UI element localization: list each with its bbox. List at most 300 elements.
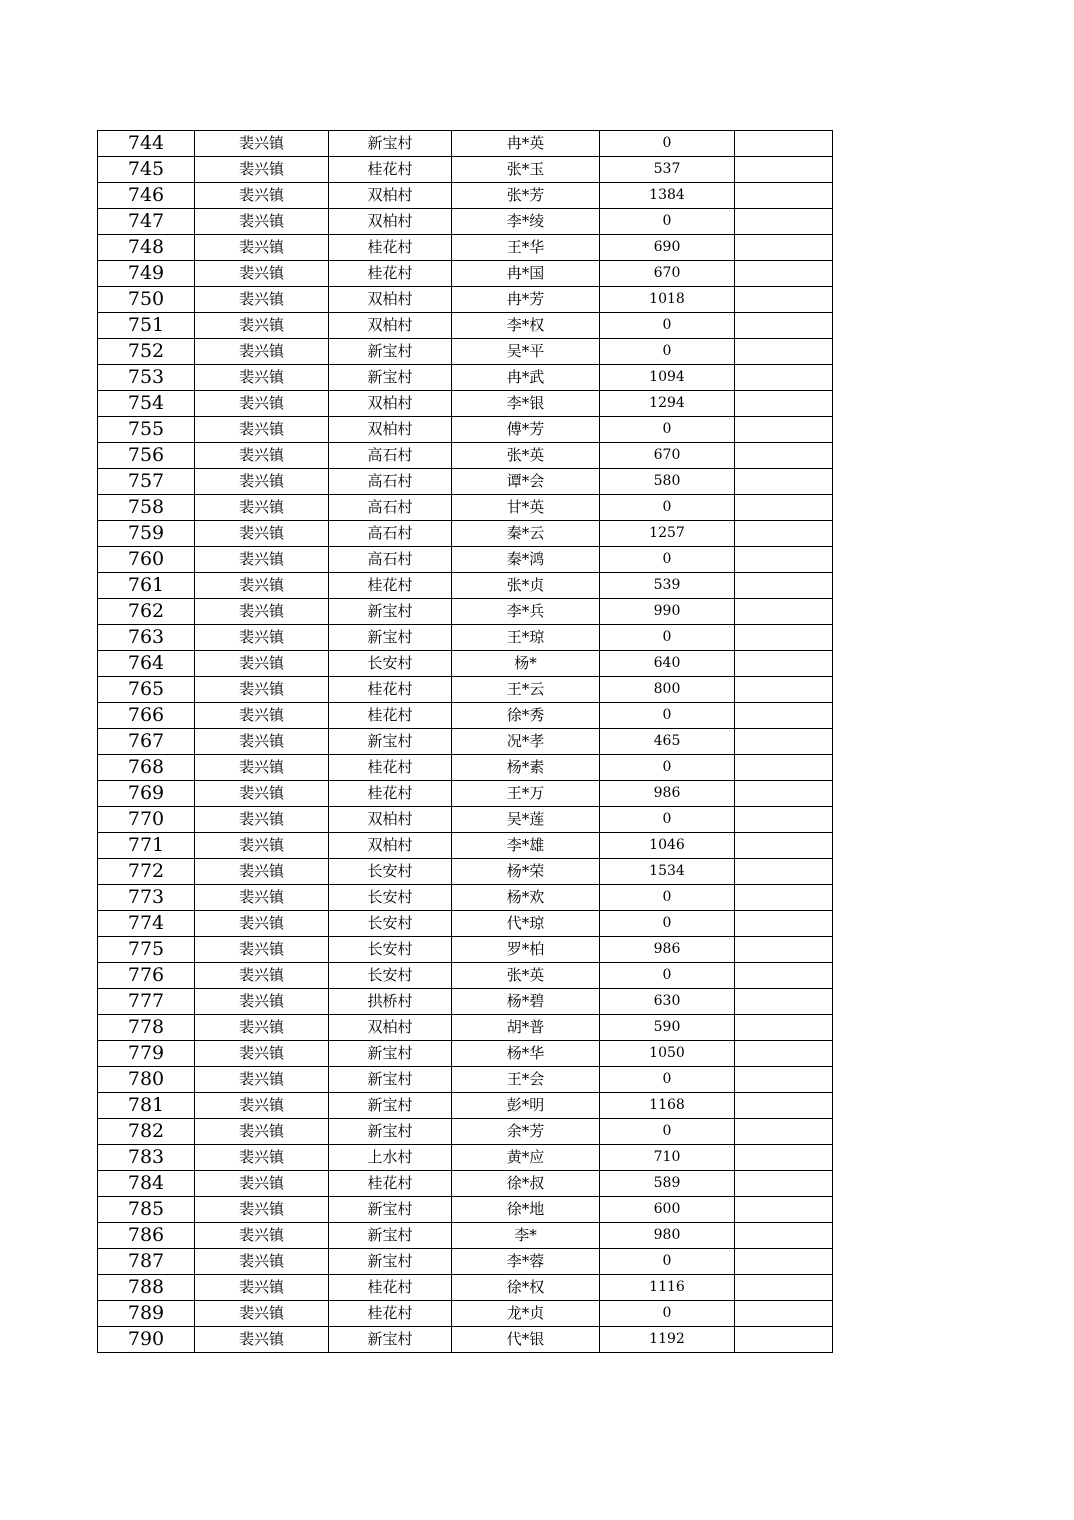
- village-cell: 双柏村: [329, 391, 452, 417]
- note-cell: [735, 365, 833, 391]
- village-cell: 新宝村: [329, 365, 452, 391]
- row-number-cell: 771: [98, 833, 195, 859]
- note-cell: [735, 911, 833, 937]
- note-cell: [735, 573, 833, 599]
- amount-cell: 0: [600, 313, 735, 339]
- table-row: [98, 755, 833, 781]
- village-cell: 拱桥村: [329, 989, 452, 1015]
- note-cell: [735, 443, 833, 469]
- person-name-cell: 张*英: [452, 443, 600, 469]
- village-cell: 新宝村: [329, 131, 452, 157]
- town-cell: 裴兴镇: [195, 1015, 329, 1041]
- row-number-cell: 757: [98, 469, 195, 495]
- row-number-cell: 769: [98, 781, 195, 807]
- town-cell: 裴兴镇: [195, 313, 329, 339]
- person-name-cell: 李*银: [452, 391, 600, 417]
- person-name-cell: 彭*明: [452, 1093, 600, 1119]
- person-name-cell: 代*银: [452, 1327, 600, 1353]
- amount-cell: 0: [600, 807, 735, 833]
- amount-cell: 640: [600, 651, 735, 677]
- table-row: [98, 885, 833, 911]
- town-cell: 裴兴镇: [195, 1301, 329, 1327]
- town-cell: 裴兴镇: [195, 677, 329, 703]
- person-name-cell: 徐*叔: [452, 1171, 600, 1197]
- person-name-cell: 杨*素: [452, 755, 600, 781]
- note-cell: [735, 287, 833, 313]
- note-cell: [735, 989, 833, 1015]
- table-row: [98, 1223, 833, 1249]
- person-name-cell: 王*会: [452, 1067, 600, 1093]
- row-number-cell: 778: [98, 1015, 195, 1041]
- table-row: [98, 313, 833, 339]
- town-cell: 裴兴镇: [195, 937, 329, 963]
- row-number-cell: 770: [98, 807, 195, 833]
- person-name-cell: 徐*地: [452, 1197, 600, 1223]
- amount-cell: 0: [600, 911, 735, 937]
- village-cell: 新宝村: [329, 1093, 452, 1119]
- row-number-cell: 782: [98, 1119, 195, 1145]
- table-row: [98, 469, 833, 495]
- person-name-cell: 张*贞: [452, 573, 600, 599]
- amount-cell: 0: [600, 1301, 735, 1327]
- amount-cell: 1018: [600, 287, 735, 313]
- village-cell: 高石村: [329, 521, 452, 547]
- village-cell: 新宝村: [329, 625, 452, 651]
- row-number-cell: 784: [98, 1171, 195, 1197]
- person-name-cell: 杨*荣: [452, 859, 600, 885]
- person-name-cell: 冉*武: [452, 365, 600, 391]
- note-cell: [735, 495, 833, 521]
- village-cell: 新宝村: [329, 1119, 452, 1145]
- amount-cell: 465: [600, 729, 735, 755]
- table-row: [98, 911, 833, 937]
- amount-cell: 0: [600, 963, 735, 989]
- table-row: [98, 651, 833, 677]
- amount-cell: 539: [600, 573, 735, 599]
- person-name-cell: 李*雄: [452, 833, 600, 859]
- amount-cell: 630: [600, 989, 735, 1015]
- row-number-cell: 755: [98, 417, 195, 443]
- table-row: [98, 1301, 833, 1327]
- note-cell: [735, 339, 833, 365]
- table-row: [98, 417, 833, 443]
- person-name-cell: 余*芳: [452, 1119, 600, 1145]
- row-number-cell: 776: [98, 963, 195, 989]
- town-cell: 裴兴镇: [195, 261, 329, 287]
- person-name-cell: 罗*柏: [452, 937, 600, 963]
- row-number-cell: 744: [98, 131, 195, 157]
- village-cell: 新宝村: [329, 1041, 452, 1067]
- row-number-cell: 762: [98, 599, 195, 625]
- village-cell: 新宝村: [329, 1067, 452, 1093]
- person-name-cell: 徐*权: [452, 1275, 600, 1301]
- village-cell: 新宝村: [329, 1197, 452, 1223]
- amount-cell: 0: [600, 1067, 735, 1093]
- town-cell: 裴兴镇: [195, 1197, 329, 1223]
- row-number-cell: 781: [98, 1093, 195, 1119]
- note-cell: [735, 729, 833, 755]
- village-cell: 双柏村: [329, 417, 452, 443]
- note-cell: [735, 677, 833, 703]
- amount-cell: 0: [600, 209, 735, 235]
- village-cell: 新宝村: [329, 729, 452, 755]
- amount-cell: 589: [600, 1171, 735, 1197]
- row-number-cell: 748: [98, 235, 195, 261]
- note-cell: [735, 1327, 833, 1353]
- table-row: [98, 573, 833, 599]
- table-row: [98, 287, 833, 313]
- village-cell: 长安村: [329, 859, 452, 885]
- amount-cell: 800: [600, 677, 735, 703]
- village-cell: 双柏村: [329, 313, 452, 339]
- note-cell: [735, 1249, 833, 1275]
- town-cell: 裴兴镇: [195, 183, 329, 209]
- village-cell: 长安村: [329, 651, 452, 677]
- amount-cell: 590: [600, 1015, 735, 1041]
- amount-cell: 1094: [600, 365, 735, 391]
- note-cell: [735, 755, 833, 781]
- village-cell: 新宝村: [329, 339, 452, 365]
- row-number-cell: 760: [98, 547, 195, 573]
- amount-cell: 1534: [600, 859, 735, 885]
- table-row: [98, 339, 833, 365]
- note-cell: [735, 1197, 833, 1223]
- town-cell: 裴兴镇: [195, 833, 329, 859]
- table-row: [98, 1119, 833, 1145]
- person-name-cell: 李*兵: [452, 599, 600, 625]
- row-number-cell: 779: [98, 1041, 195, 1067]
- table-row: [98, 1275, 833, 1301]
- village-cell: 双柏村: [329, 209, 452, 235]
- table-row: [98, 365, 833, 391]
- person-name-cell: 龙*贞: [452, 1301, 600, 1327]
- person-name-cell: 李*权: [452, 313, 600, 339]
- village-cell: 新宝村: [329, 1327, 452, 1353]
- table-row: [98, 807, 833, 833]
- person-name-cell: 冉*英: [452, 131, 600, 157]
- town-cell: 裴兴镇: [195, 1249, 329, 1275]
- amount-cell: 1116: [600, 1275, 735, 1301]
- person-name-cell: 李*: [452, 1223, 600, 1249]
- town-cell: 裴兴镇: [195, 1067, 329, 1093]
- village-cell: 桂花村: [329, 1275, 452, 1301]
- amount-cell: 1050: [600, 1041, 735, 1067]
- row-number-cell: 787: [98, 1249, 195, 1275]
- table-row: [98, 1041, 833, 1067]
- table-row: [98, 1145, 833, 1171]
- note-cell: [735, 859, 833, 885]
- village-cell: 桂花村: [329, 781, 452, 807]
- town-cell: 裴兴镇: [195, 209, 329, 235]
- note-cell: [735, 469, 833, 495]
- table-row: [98, 703, 833, 729]
- village-cell: 桂花村: [329, 703, 452, 729]
- village-cell: 高石村: [329, 469, 452, 495]
- village-cell: 高石村: [329, 495, 452, 521]
- table-row: [98, 261, 833, 287]
- note-cell: [735, 885, 833, 911]
- table-row: [98, 1327, 833, 1353]
- amount-cell: 0: [600, 131, 735, 157]
- row-number-cell: 752: [98, 339, 195, 365]
- row-number-cell: 745: [98, 157, 195, 183]
- town-cell: 裴兴镇: [195, 755, 329, 781]
- town-cell: 裴兴镇: [195, 781, 329, 807]
- table-row: [98, 235, 833, 261]
- person-name-cell: 李*绫: [452, 209, 600, 235]
- row-number-cell: 759: [98, 521, 195, 547]
- person-name-cell: 甘*英: [452, 495, 600, 521]
- row-number-cell: 777: [98, 989, 195, 1015]
- village-cell: 桂花村: [329, 1301, 452, 1327]
- town-cell: 裴兴镇: [195, 391, 329, 417]
- village-cell: 桂花村: [329, 677, 452, 703]
- note-cell: [735, 1145, 833, 1171]
- table-row: [98, 963, 833, 989]
- amount-cell: 0: [600, 547, 735, 573]
- note-cell: [735, 417, 833, 443]
- note-cell: [735, 313, 833, 339]
- village-cell: 桂花村: [329, 755, 452, 781]
- row-number-cell: 751: [98, 313, 195, 339]
- person-name-cell: 谭*会: [452, 469, 600, 495]
- note-cell: [735, 261, 833, 287]
- row-number-cell: 746: [98, 183, 195, 209]
- note-cell: [735, 963, 833, 989]
- person-name-cell: 张*芳: [452, 183, 600, 209]
- amount-cell: 980: [600, 1223, 735, 1249]
- note-cell: [735, 1093, 833, 1119]
- village-cell: 高石村: [329, 547, 452, 573]
- note-cell: [735, 235, 833, 261]
- amount-cell: 1257: [600, 521, 735, 547]
- note-cell: [735, 1119, 833, 1145]
- table-row: [98, 625, 833, 651]
- amount-cell: 670: [600, 443, 735, 469]
- town-cell: 裴兴镇: [195, 365, 329, 391]
- village-cell: 桂花村: [329, 573, 452, 599]
- village-cell: 桂花村: [329, 157, 452, 183]
- town-cell: 裴兴镇: [195, 443, 329, 469]
- note-cell: [735, 391, 833, 417]
- table-row: [98, 729, 833, 755]
- table-row: [98, 1171, 833, 1197]
- person-name-cell: 王*云: [452, 677, 600, 703]
- amount-cell: 670: [600, 261, 735, 287]
- person-name-cell: 冉*芳: [452, 287, 600, 313]
- note-cell: [735, 703, 833, 729]
- row-number-cell: 775: [98, 937, 195, 963]
- amount-cell: 0: [600, 1249, 735, 1275]
- town-cell: 裴兴镇: [195, 287, 329, 313]
- person-name-cell: 况*孝: [452, 729, 600, 755]
- town-cell: 裴兴镇: [195, 469, 329, 495]
- table-row: [98, 833, 833, 859]
- town-cell: 裴兴镇: [195, 963, 329, 989]
- row-number-cell: 772: [98, 859, 195, 885]
- amount-cell: 990: [600, 599, 735, 625]
- person-name-cell: 傅*芳: [452, 417, 600, 443]
- person-name-cell: 黄*应: [452, 1145, 600, 1171]
- row-number-cell: 783: [98, 1145, 195, 1171]
- note-cell: [735, 183, 833, 209]
- town-cell: 裴兴镇: [195, 157, 329, 183]
- town-cell: 裴兴镇: [195, 1119, 329, 1145]
- village-cell: 桂花村: [329, 1171, 452, 1197]
- note-cell: [735, 209, 833, 235]
- table-body: [98, 131, 833, 1353]
- row-number-cell: 749: [98, 261, 195, 287]
- row-number-cell: 766: [98, 703, 195, 729]
- village-cell: 长安村: [329, 937, 452, 963]
- village-cell: 新宝村: [329, 1223, 452, 1249]
- note-cell: [735, 157, 833, 183]
- table-row: [98, 547, 833, 573]
- note-cell: [735, 651, 833, 677]
- town-cell: 裴兴镇: [195, 547, 329, 573]
- town-cell: 裴兴镇: [195, 339, 329, 365]
- amount-cell: 1046: [600, 833, 735, 859]
- row-number-cell: 768: [98, 755, 195, 781]
- town-cell: 裴兴镇: [195, 1275, 329, 1301]
- table-row: [98, 1249, 833, 1275]
- row-number-cell: 773: [98, 885, 195, 911]
- person-name-cell: 吴*平: [452, 339, 600, 365]
- table-row: [98, 495, 833, 521]
- note-cell: [735, 1067, 833, 1093]
- note-cell: [735, 1171, 833, 1197]
- table-row: [98, 1015, 833, 1041]
- row-number-cell: 774: [98, 911, 195, 937]
- amount-cell: 1384: [600, 183, 735, 209]
- town-cell: 裴兴镇: [195, 989, 329, 1015]
- row-number-cell: 750: [98, 287, 195, 313]
- amount-cell: 537: [600, 157, 735, 183]
- row-number-cell: 790: [98, 1327, 195, 1353]
- amount-cell: 0: [600, 625, 735, 651]
- table-row: [98, 677, 833, 703]
- amount-cell: 1192: [600, 1327, 735, 1353]
- town-cell: 裴兴镇: [195, 495, 329, 521]
- amount-cell: 710: [600, 1145, 735, 1171]
- town-cell: 裴兴镇: [195, 1093, 329, 1119]
- row-number-cell: 758: [98, 495, 195, 521]
- table-row: [98, 781, 833, 807]
- town-cell: 裴兴镇: [195, 573, 329, 599]
- row-number-cell: 765: [98, 677, 195, 703]
- village-cell: 双柏村: [329, 807, 452, 833]
- note-cell: [735, 131, 833, 157]
- note-cell: [735, 521, 833, 547]
- amount-cell: 986: [600, 937, 735, 963]
- table-row: [98, 859, 833, 885]
- village-cell: 高石村: [329, 443, 452, 469]
- person-name-cell: 张*英: [452, 963, 600, 989]
- table-row: [98, 131, 833, 157]
- row-number-cell: 780: [98, 1067, 195, 1093]
- person-name-cell: 胡*普: [452, 1015, 600, 1041]
- table-row: [98, 183, 833, 209]
- town-cell: 裴兴镇: [195, 807, 329, 833]
- person-name-cell: 张*玉: [452, 157, 600, 183]
- person-name-cell: 王*万: [452, 781, 600, 807]
- note-cell: [735, 1301, 833, 1327]
- town-cell: 裴兴镇: [195, 625, 329, 651]
- village-cell: 长安村: [329, 963, 452, 989]
- amount-cell: 600: [600, 1197, 735, 1223]
- note-cell: [735, 1223, 833, 1249]
- row-number-cell: 764: [98, 651, 195, 677]
- person-name-cell: 秦*云: [452, 521, 600, 547]
- table-row: [98, 989, 833, 1015]
- table-row: [98, 443, 833, 469]
- town-cell: 裴兴镇: [195, 1327, 329, 1353]
- village-cell: 新宝村: [329, 1249, 452, 1275]
- person-name-cell: 杨*欢: [452, 885, 600, 911]
- town-cell: 裴兴镇: [195, 1041, 329, 1067]
- town-cell: 裴兴镇: [195, 235, 329, 261]
- town-cell: 裴兴镇: [195, 911, 329, 937]
- village-cell: 桂花村: [329, 235, 452, 261]
- note-cell: [735, 807, 833, 833]
- amount-cell: 0: [600, 885, 735, 911]
- town-cell: 裴兴镇: [195, 651, 329, 677]
- row-number-cell: 785: [98, 1197, 195, 1223]
- village-cell: 双柏村: [329, 833, 452, 859]
- town-cell: 裴兴镇: [195, 1171, 329, 1197]
- table-row: [98, 599, 833, 625]
- village-cell: 长安村: [329, 911, 452, 937]
- town-cell: 裴兴镇: [195, 131, 329, 157]
- amount-cell: 0: [600, 495, 735, 521]
- table-row: [98, 521, 833, 547]
- table-row: [98, 391, 833, 417]
- note-cell: [735, 781, 833, 807]
- person-name-cell: 王*琼: [452, 625, 600, 651]
- person-name-cell: 秦*鸿: [452, 547, 600, 573]
- data-table: [97, 130, 833, 1353]
- town-cell: 裴兴镇: [195, 885, 329, 911]
- village-cell: 上水村: [329, 1145, 452, 1171]
- note-cell: [735, 547, 833, 573]
- note-cell: [735, 625, 833, 651]
- amount-cell: 1168: [600, 1093, 735, 1119]
- note-cell: [735, 833, 833, 859]
- town-cell: 裴兴镇: [195, 521, 329, 547]
- amount-cell: 690: [600, 235, 735, 261]
- town-cell: 裴兴镇: [195, 729, 329, 755]
- row-number-cell: 788: [98, 1275, 195, 1301]
- person-name-cell: 杨*碧: [452, 989, 600, 1015]
- row-number-cell: 753: [98, 365, 195, 391]
- note-cell: [735, 599, 833, 625]
- village-cell: 桂花村: [329, 261, 452, 287]
- table-row: [98, 937, 833, 963]
- person-name-cell: 李*蓉: [452, 1249, 600, 1275]
- amount-cell: 0: [600, 1119, 735, 1145]
- row-number-cell: 789: [98, 1301, 195, 1327]
- village-cell: 双柏村: [329, 287, 452, 313]
- amount-cell: 0: [600, 339, 735, 365]
- amount-cell: 0: [600, 703, 735, 729]
- amount-cell: 1294: [600, 391, 735, 417]
- table-row: [98, 157, 833, 183]
- table-row: [98, 1093, 833, 1119]
- note-cell: [735, 937, 833, 963]
- row-number-cell: 747: [98, 209, 195, 235]
- town-cell: 裴兴镇: [195, 599, 329, 625]
- table-row: [98, 1197, 833, 1223]
